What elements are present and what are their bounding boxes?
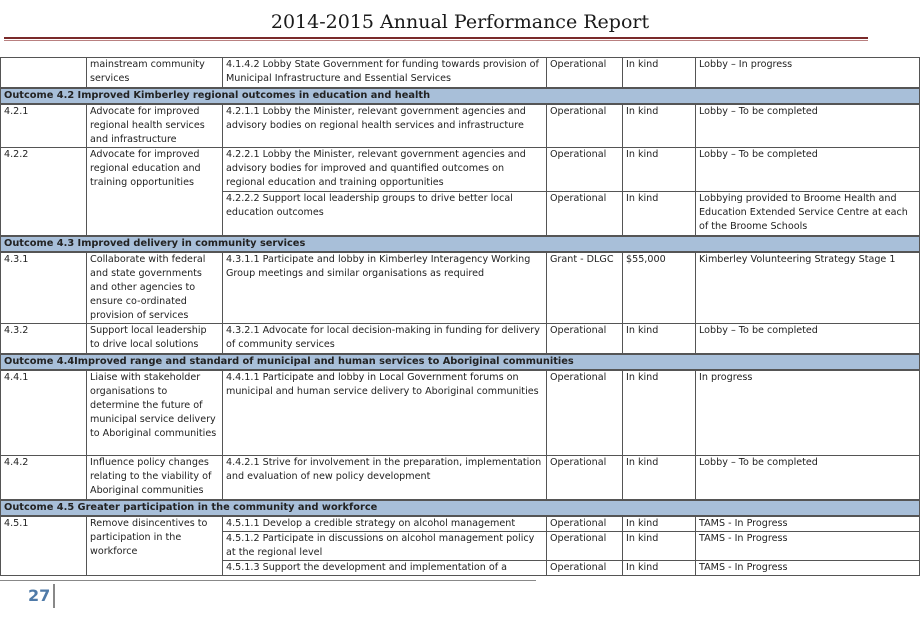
cell-ref: 4.3.1 bbox=[1, 252, 87, 324]
cell-action: 4.4.1.1 Participate and lobby in Local Government forums on municipal and human service delivery to Aboriginal communities bbox=[223, 370, 547, 456]
cell-status: Lobby – To be completed bbox=[696, 324, 920, 354]
cell-action: 4.2.1.1 Lobby the Minister, relevant government agencies and advisory bodies on regional health services and infrastructure bbox=[223, 104, 547, 148]
cell-status: TAMS - In Progress bbox=[696, 516, 920, 532]
cell-cost: In kind bbox=[623, 324, 696, 354]
table-row bbox=[1, 252, 920, 324]
cell-status: Lobby – To be completed bbox=[696, 456, 920, 500]
cell-ref: 4.5.1 bbox=[1, 516, 87, 576]
cell-funding: Operational bbox=[547, 148, 623, 192]
cell-cost: $55,000 bbox=[623, 252, 696, 324]
cell-cost: In kind bbox=[623, 516, 696, 532]
cell-action: 4.4.2.1 Strive for involvement in the preparation, implementation and evaluation of new policy development bbox=[223, 456, 547, 500]
outcome-row bbox=[1, 236, 920, 252]
cell-action: 4.2.2.1 Lobby the Minister, relevant government agencies and advisory bodies for improved and quantified outcomes on regional education and training opportunities bbox=[223, 148, 547, 192]
cell-status: Lobby – To be completed bbox=[696, 148, 920, 192]
cell-strategy: Liaise with stakeholder organisations to determine the future of municipal service delivery to Aboriginal communities bbox=[87, 370, 223, 456]
page-number: 27 bbox=[28, 586, 51, 605]
cell-strategy: Advocate for improved regional education and training opportunities bbox=[87, 148, 223, 236]
table-row bbox=[1, 58, 920, 88]
cell-strategy: Influence policy changes relating to the viability of Aboriginal communities bbox=[87, 456, 223, 500]
cell-status: Lobbying provided to Broome Health and Education Extended Service Centre at each of the Broome Schools bbox=[696, 192, 920, 236]
cell-ref: 4.4.2 bbox=[1, 456, 87, 500]
outcome-heading: Outcome 4.4Improved range and standard of municipal and human services to Aboriginal communities bbox=[1, 354, 920, 370]
cell-strategy: Advocate for improved regional health services and infrastructure bbox=[87, 104, 223, 148]
footer-rule bbox=[0, 580, 536, 581]
cell-cost: In kind bbox=[623, 58, 696, 88]
table-row bbox=[1, 104, 920, 148]
cell-ref: 4.3.2 bbox=[1, 324, 87, 354]
cell-status: Lobby – To be completed bbox=[696, 104, 920, 148]
cell-action: 4.5.1.1 Develop a credible strategy on alcohol management bbox=[223, 516, 547, 532]
cell-funding: Grant - DLGC bbox=[547, 252, 623, 324]
cell-strategy: mainstream community services bbox=[87, 58, 223, 88]
table-row bbox=[1, 370, 920, 456]
cell-action: 4.1.4.2 Lobby State Government for funding towards provision of Municipal Infrastructure and Essential Services bbox=[223, 58, 547, 88]
outcome-row bbox=[1, 354, 920, 370]
cell-ref: 4.4.1 bbox=[1, 370, 87, 456]
cell-ref bbox=[1, 58, 87, 88]
cell-funding: Operational bbox=[547, 58, 623, 88]
outcome-heading: Outcome 4.5 Greater participation in the community and workforce bbox=[1, 500, 920, 516]
page-number-divider bbox=[53, 584, 55, 608]
cell-action: 4.2.2.2 Support local leadership groups to drive better local education outcomes bbox=[223, 192, 547, 236]
cell-status: TAMS - In Progress bbox=[696, 531, 920, 560]
cell-funding: Operational bbox=[547, 531, 623, 560]
cell-action: 4.3.1.1 Participate and lobby in Kimberley Interagency Working Group meetings and similar organisations as required bbox=[223, 252, 547, 324]
cell-strategy: Collaborate with federal and state governments and other agencies to ensure co-ordinated provision of services bbox=[87, 252, 223, 324]
cell-funding: Operational bbox=[547, 456, 623, 500]
cell-funding: Operational bbox=[547, 104, 623, 148]
outcome-row bbox=[1, 88, 920, 104]
cell-funding: Operational bbox=[547, 192, 623, 236]
cell-status: Kimberley Volunteering Strategy Stage 1 bbox=[696, 252, 920, 324]
cell-cost: In kind bbox=[623, 192, 696, 236]
table-row bbox=[1, 324, 920, 354]
outcome-heading: Outcome 4.2 Improved Kimberley regional outcomes in education and health bbox=[1, 88, 920, 104]
cell-cost: In kind bbox=[623, 370, 696, 456]
cell-status: TAMS - In Progress bbox=[696, 560, 920, 575]
cell-strategy: Remove disincentives to participation in the workforce bbox=[87, 516, 223, 576]
cell-cost: In kind bbox=[623, 104, 696, 148]
cell-action: 4.3.2.1 Advocate for local decision-making in funding for delivery of community services bbox=[223, 324, 547, 354]
cell-cost: In kind bbox=[623, 148, 696, 192]
cell-status: In progress bbox=[696, 370, 920, 456]
cell-funding: Operational bbox=[547, 324, 623, 354]
title-rule bbox=[4, 37, 868, 39]
cell-status: Lobby – In progress bbox=[696, 58, 920, 88]
page-title: 2014-2015 Annual Performance Report bbox=[270, 11, 650, 33]
outcome-row bbox=[1, 500, 920, 516]
performance-table-body bbox=[1, 58, 920, 576]
table-row bbox=[1, 456, 920, 500]
cell-funding: Operational bbox=[547, 560, 623, 575]
outcome-heading: Outcome 4.3 Improved delivery in community services bbox=[1, 236, 920, 252]
cell-cost: In kind bbox=[623, 456, 696, 500]
cell-action: 4.5.1.3 Support the development and implementation of a bbox=[223, 560, 547, 575]
cell-cost: In kind bbox=[623, 531, 696, 560]
cell-strategy: Support local leadership to drive local solutions bbox=[87, 324, 223, 354]
performance-table bbox=[0, 57, 920, 576]
table-row bbox=[1, 148, 920, 192]
cell-ref: 4.2.2 bbox=[1, 148, 87, 236]
cell-action: 4.5.1.2 Participate in discussions on alcohol management policy at the regional level bbox=[223, 531, 547, 560]
title-rule-thin bbox=[4, 40, 868, 41]
cell-funding: Operational bbox=[547, 516, 623, 532]
cell-funding: Operational bbox=[547, 370, 623, 456]
cell-ref: 4.2.1 bbox=[1, 104, 87, 148]
table-row bbox=[1, 516, 920, 532]
cell-cost: In kind bbox=[623, 560, 696, 575]
